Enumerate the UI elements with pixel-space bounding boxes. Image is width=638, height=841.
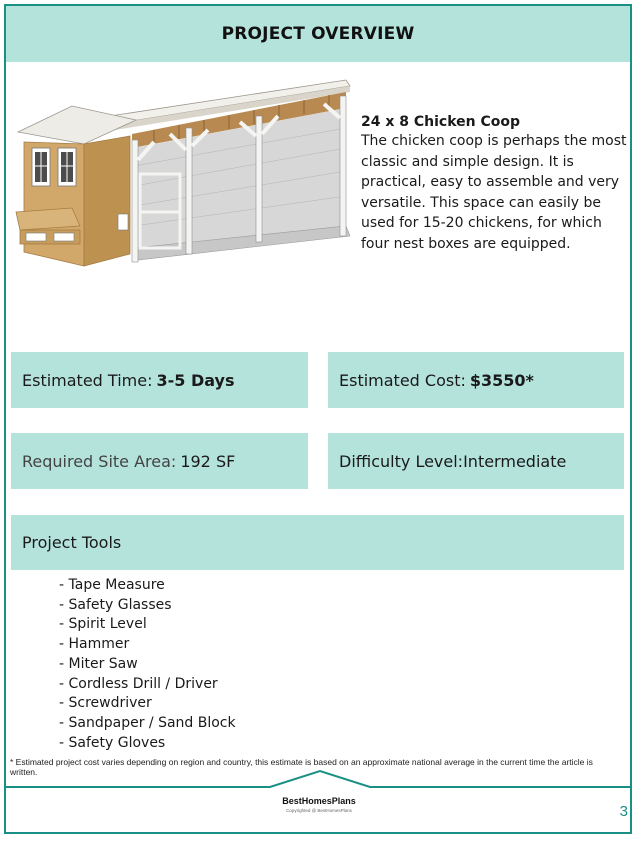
project-intro [361, 114, 633, 254]
list-item: - Sandpaper / Sand Block [59, 714, 236, 731]
project-tools-box [11, 515, 624, 570]
list-item: - Screwdriver [59, 695, 152, 712]
estimated-time-label: Estimated Time: [22, 370, 153, 390]
page-title: PROJECT OVERVIEW [221, 24, 415, 44]
page-header [6, 6, 630, 62]
estimated-cost-value: $3550* [469, 370, 534, 390]
estimated-cost-box [328, 352, 624, 408]
site-area-label: Required Site Area: [22, 451, 177, 471]
cost-footnote: * Estimated project cost varies depending on region and country, this estimate is based on an approximate national average in the current time the article is written. [10, 757, 593, 777]
list-item: - Hammer [59, 636, 130, 653]
chicken-coop-illustration [14, 76, 354, 286]
list-item: - Tape Measure [59, 577, 165, 593]
footer-divider [0, 768, 638, 790]
list-item: - Cordless Drill / Driver [59, 675, 218, 692]
copyright-text: Copyrighted @ BestHomesPlans [286, 808, 352, 813]
difficulty-box [328, 433, 624, 489]
project-description: The chicken coop is perhaps the most classic and simple design. It is practical, easy to assemble and very versatile. This space can easily be used for 15-20 chickens, for which four nest boxes are equipped. [361, 133, 627, 252]
site-area-box [11, 433, 308, 489]
estimated-time-box [11, 352, 308, 408]
list-item: - Safety Glasses [59, 596, 172, 613]
difficulty-label: Difficulty Level: [339, 451, 464, 471]
project-tools-heading: Project Tools [22, 533, 122, 552]
list-item: - Miter Saw [59, 655, 138, 672]
estimated-cost-label: Estimated Cost: [339, 370, 466, 390]
site-area-value: 192 SF [180, 451, 236, 471]
difficulty-value: Intermediate [463, 451, 567, 471]
project-name: 24 x 8 Chicken Coop [361, 114, 521, 130]
page-number: 3 [619, 803, 628, 820]
tools-list [59, 576, 236, 753]
list-item: - Spirit Level [59, 616, 147, 633]
list-item: - Safety Gloves [59, 734, 166, 751]
estimated-time-value: 3-5 Days [156, 370, 235, 390]
brand-name: BestHomesPlans [282, 796, 356, 806]
